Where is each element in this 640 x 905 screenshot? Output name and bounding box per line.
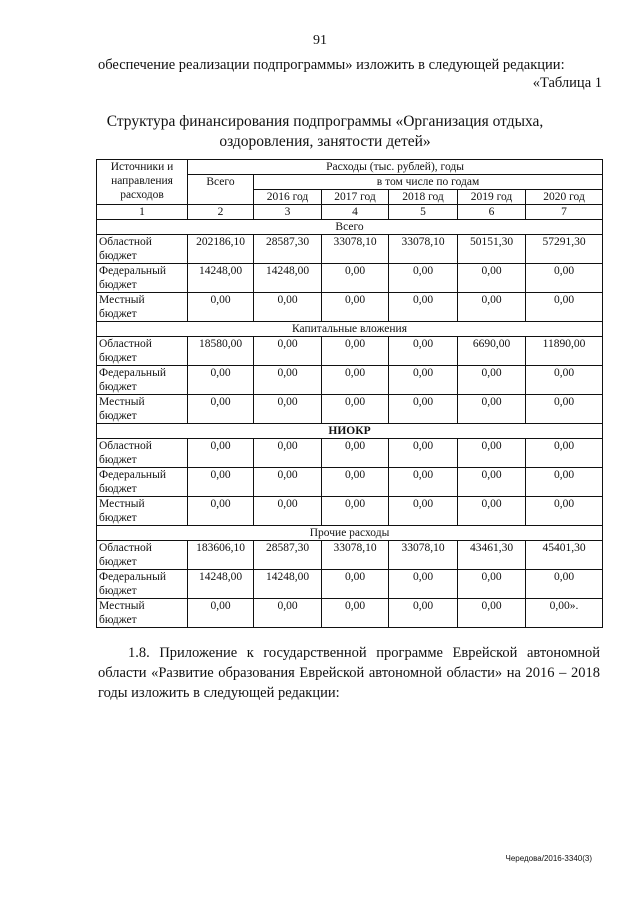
amount-cell: 0,00	[322, 395, 389, 424]
header-by-years: в том числе по годам	[254, 175, 603, 190]
amount-cell: 50151,30	[458, 235, 526, 264]
financing-table	[96, 159, 603, 628]
amount-cell: 0,00	[458, 293, 526, 322]
amount-cell: 0,00	[254, 337, 322, 366]
table-row	[97, 570, 603, 599]
header-total: Всего	[188, 175, 254, 205]
amount-cell: 28587,30	[254, 235, 322, 264]
amount-cell: 0,00	[389, 293, 458, 322]
section-header-row	[97, 220, 603, 235]
amount-cell: 28587,30	[254, 541, 322, 570]
table-row	[97, 395, 603, 424]
amount-cell: 0,00	[254, 439, 322, 468]
amount-cell: 0,00	[254, 366, 322, 395]
amount-cell: 0,00	[254, 599, 322, 628]
amount-cell: 0,00	[188, 395, 254, 424]
amount-cell: 0,00	[526, 366, 603, 395]
intro-text: обеспечение реализации подпрограммы» изложить в следующей редакции:	[98, 57, 565, 73]
amount-cell: 0,00	[526, 439, 603, 468]
section-title: Прочие расходы	[97, 526, 603, 541]
amount-cell: 14248,00	[188, 264, 254, 293]
source-name: Областной бюджет	[97, 337, 188, 366]
column-number: 4	[322, 205, 389, 220]
amount-cell: 0,00	[526, 395, 603, 424]
amount-cell: 0,00	[458, 570, 526, 599]
amount-cell: 0,00	[526, 570, 603, 599]
table-row	[97, 264, 603, 293]
amount-cell: 0,00	[188, 293, 254, 322]
amount-cell: 0,00	[389, 570, 458, 599]
amount-cell: 0,00	[526, 264, 603, 293]
amount-cell: 18580,00	[188, 337, 254, 366]
column-number: 5	[389, 205, 458, 220]
amount-cell: 0,00	[389, 366, 458, 395]
column-number: 1	[97, 205, 188, 220]
amount-cell: 0,00	[389, 599, 458, 628]
amount-cell: 14248,00	[254, 570, 322, 599]
header-year: 2020 год	[526, 190, 603, 205]
amount-cell: 33078,10	[322, 541, 389, 570]
table-row	[97, 337, 603, 366]
source-name: Местный бюджет	[97, 395, 188, 424]
source-name: Федеральный бюджет	[97, 366, 188, 395]
source-name: Федеральный бюджет	[97, 570, 188, 599]
source-name: Федеральный бюджет	[97, 468, 188, 497]
column-number: 2	[188, 205, 254, 220]
amount-cell: 45401,30	[526, 541, 603, 570]
amount-cell: 0,00	[458, 366, 526, 395]
column-number: 7	[526, 205, 603, 220]
amount-cell: 0,00	[458, 468, 526, 497]
table-row	[97, 235, 603, 264]
table-row	[97, 439, 603, 468]
amount-cell: 0,00	[389, 468, 458, 497]
amount-cell: 0,00	[322, 439, 389, 468]
header-year: 2017 год	[322, 190, 389, 205]
amount-cell: 33078,10	[389, 541, 458, 570]
amount-cell: 0,00	[322, 366, 389, 395]
amount-cell: 0,00	[458, 497, 526, 526]
item-number: 1.8.	[128, 645, 150, 661]
amount-cell: 0,00	[188, 599, 254, 628]
amount-cell: 0,00	[389, 395, 458, 424]
closing-paragraph	[98, 643, 600, 703]
section-header-row	[97, 526, 603, 541]
amount-cell: 0,00	[389, 497, 458, 526]
column-number: 3	[254, 205, 322, 220]
section-title: НИОКР	[97, 424, 603, 439]
amount-cell: 0,00	[322, 337, 389, 366]
source-name: Местный бюджет	[97, 293, 188, 322]
table-row	[97, 366, 603, 395]
source-name: Местный бюджет	[97, 497, 188, 526]
amount-cell: 0,00	[389, 264, 458, 293]
amount-cell: 0,00	[322, 264, 389, 293]
amount-cell: 0,00	[188, 439, 254, 468]
table-label: «Таблица 1	[532, 75, 602, 91]
table-row	[97, 497, 603, 526]
source-name: Федеральный бюджет	[97, 264, 188, 293]
source-name: Областной бюджет	[97, 439, 188, 468]
section-header-row	[97, 322, 603, 337]
header-year: 2018 год	[389, 190, 458, 205]
source-name: Областной бюджет	[97, 235, 188, 264]
column-number: 6	[458, 205, 526, 220]
amount-cell: 0,00	[322, 599, 389, 628]
amount-cell: 0,00	[254, 293, 322, 322]
amount-cell: 0,00	[526, 293, 603, 322]
header-year: 2016 год	[254, 190, 322, 205]
amount-cell: 0,00	[458, 439, 526, 468]
amount-cell: 0,00	[322, 497, 389, 526]
amount-cell: 0,00	[322, 468, 389, 497]
amount-cell: 0,00	[188, 366, 254, 395]
section-title: Капитальные вложения	[97, 322, 603, 337]
closing-text: Приложение к государственной программе Еврейской автономной области «Развитие образования Еврейской автономной области» на 2016 – 2018 годы изложить в следующей редакции:	[98, 645, 600, 701]
header-expenses: Расходы (тыс. рублей), годы	[188, 160, 603, 175]
header-sources: Источники и направления расходов	[97, 160, 188, 205]
table-row	[97, 468, 603, 497]
amount-cell: 14248,00	[188, 570, 254, 599]
section-header-row	[97, 424, 603, 439]
amount-cell: 0,00	[322, 293, 389, 322]
section-title: Всего	[97, 220, 603, 235]
amount-cell: 0,00	[389, 439, 458, 468]
amount-cell: 0,00	[458, 395, 526, 424]
amount-cell: 0,00	[389, 337, 458, 366]
amount-cell: 202186,10	[188, 235, 254, 264]
amount-cell: 0,00».	[526, 599, 603, 628]
amount-cell: 0,00	[526, 468, 603, 497]
table-row	[97, 541, 603, 570]
header-year: 2019 год	[458, 190, 526, 205]
table-row	[97, 293, 603, 322]
amount-cell: 0,00	[526, 497, 603, 526]
amount-cell: 0,00	[458, 264, 526, 293]
amount-cell: 0,00	[188, 468, 254, 497]
amount-cell: 33078,10	[322, 235, 389, 264]
amount-cell: 33078,10	[389, 235, 458, 264]
page-number: 91	[313, 33, 327, 48]
amount-cell: 183606,10	[188, 541, 254, 570]
footer-code: Чередова/2016-3340(3)	[505, 854, 592, 863]
table-title-line-2: оздоровления, занятости детей»	[219, 133, 431, 150]
amount-cell: 0,00	[322, 570, 389, 599]
amount-cell: 57291,30	[526, 235, 603, 264]
source-name: Местный бюджет	[97, 599, 188, 628]
table-title-line-1: Структура финансирования подпрограммы «Организация отдыха,	[106, 113, 544, 130]
amount-cell: 14248,00	[254, 264, 322, 293]
amount-cell: 0,00	[254, 395, 322, 424]
table-title	[90, 112, 560, 152]
amount-cell: 6690,00	[458, 337, 526, 366]
amount-cell: 0,00	[458, 599, 526, 628]
amount-cell: 43461,30	[458, 541, 526, 570]
amount-cell: 0,00	[254, 497, 322, 526]
amount-cell: 0,00	[254, 468, 322, 497]
amount-cell: 11890,00	[526, 337, 603, 366]
source-name: Областной бюджет	[97, 541, 188, 570]
table-row	[97, 599, 603, 628]
amount-cell: 0,00	[188, 497, 254, 526]
